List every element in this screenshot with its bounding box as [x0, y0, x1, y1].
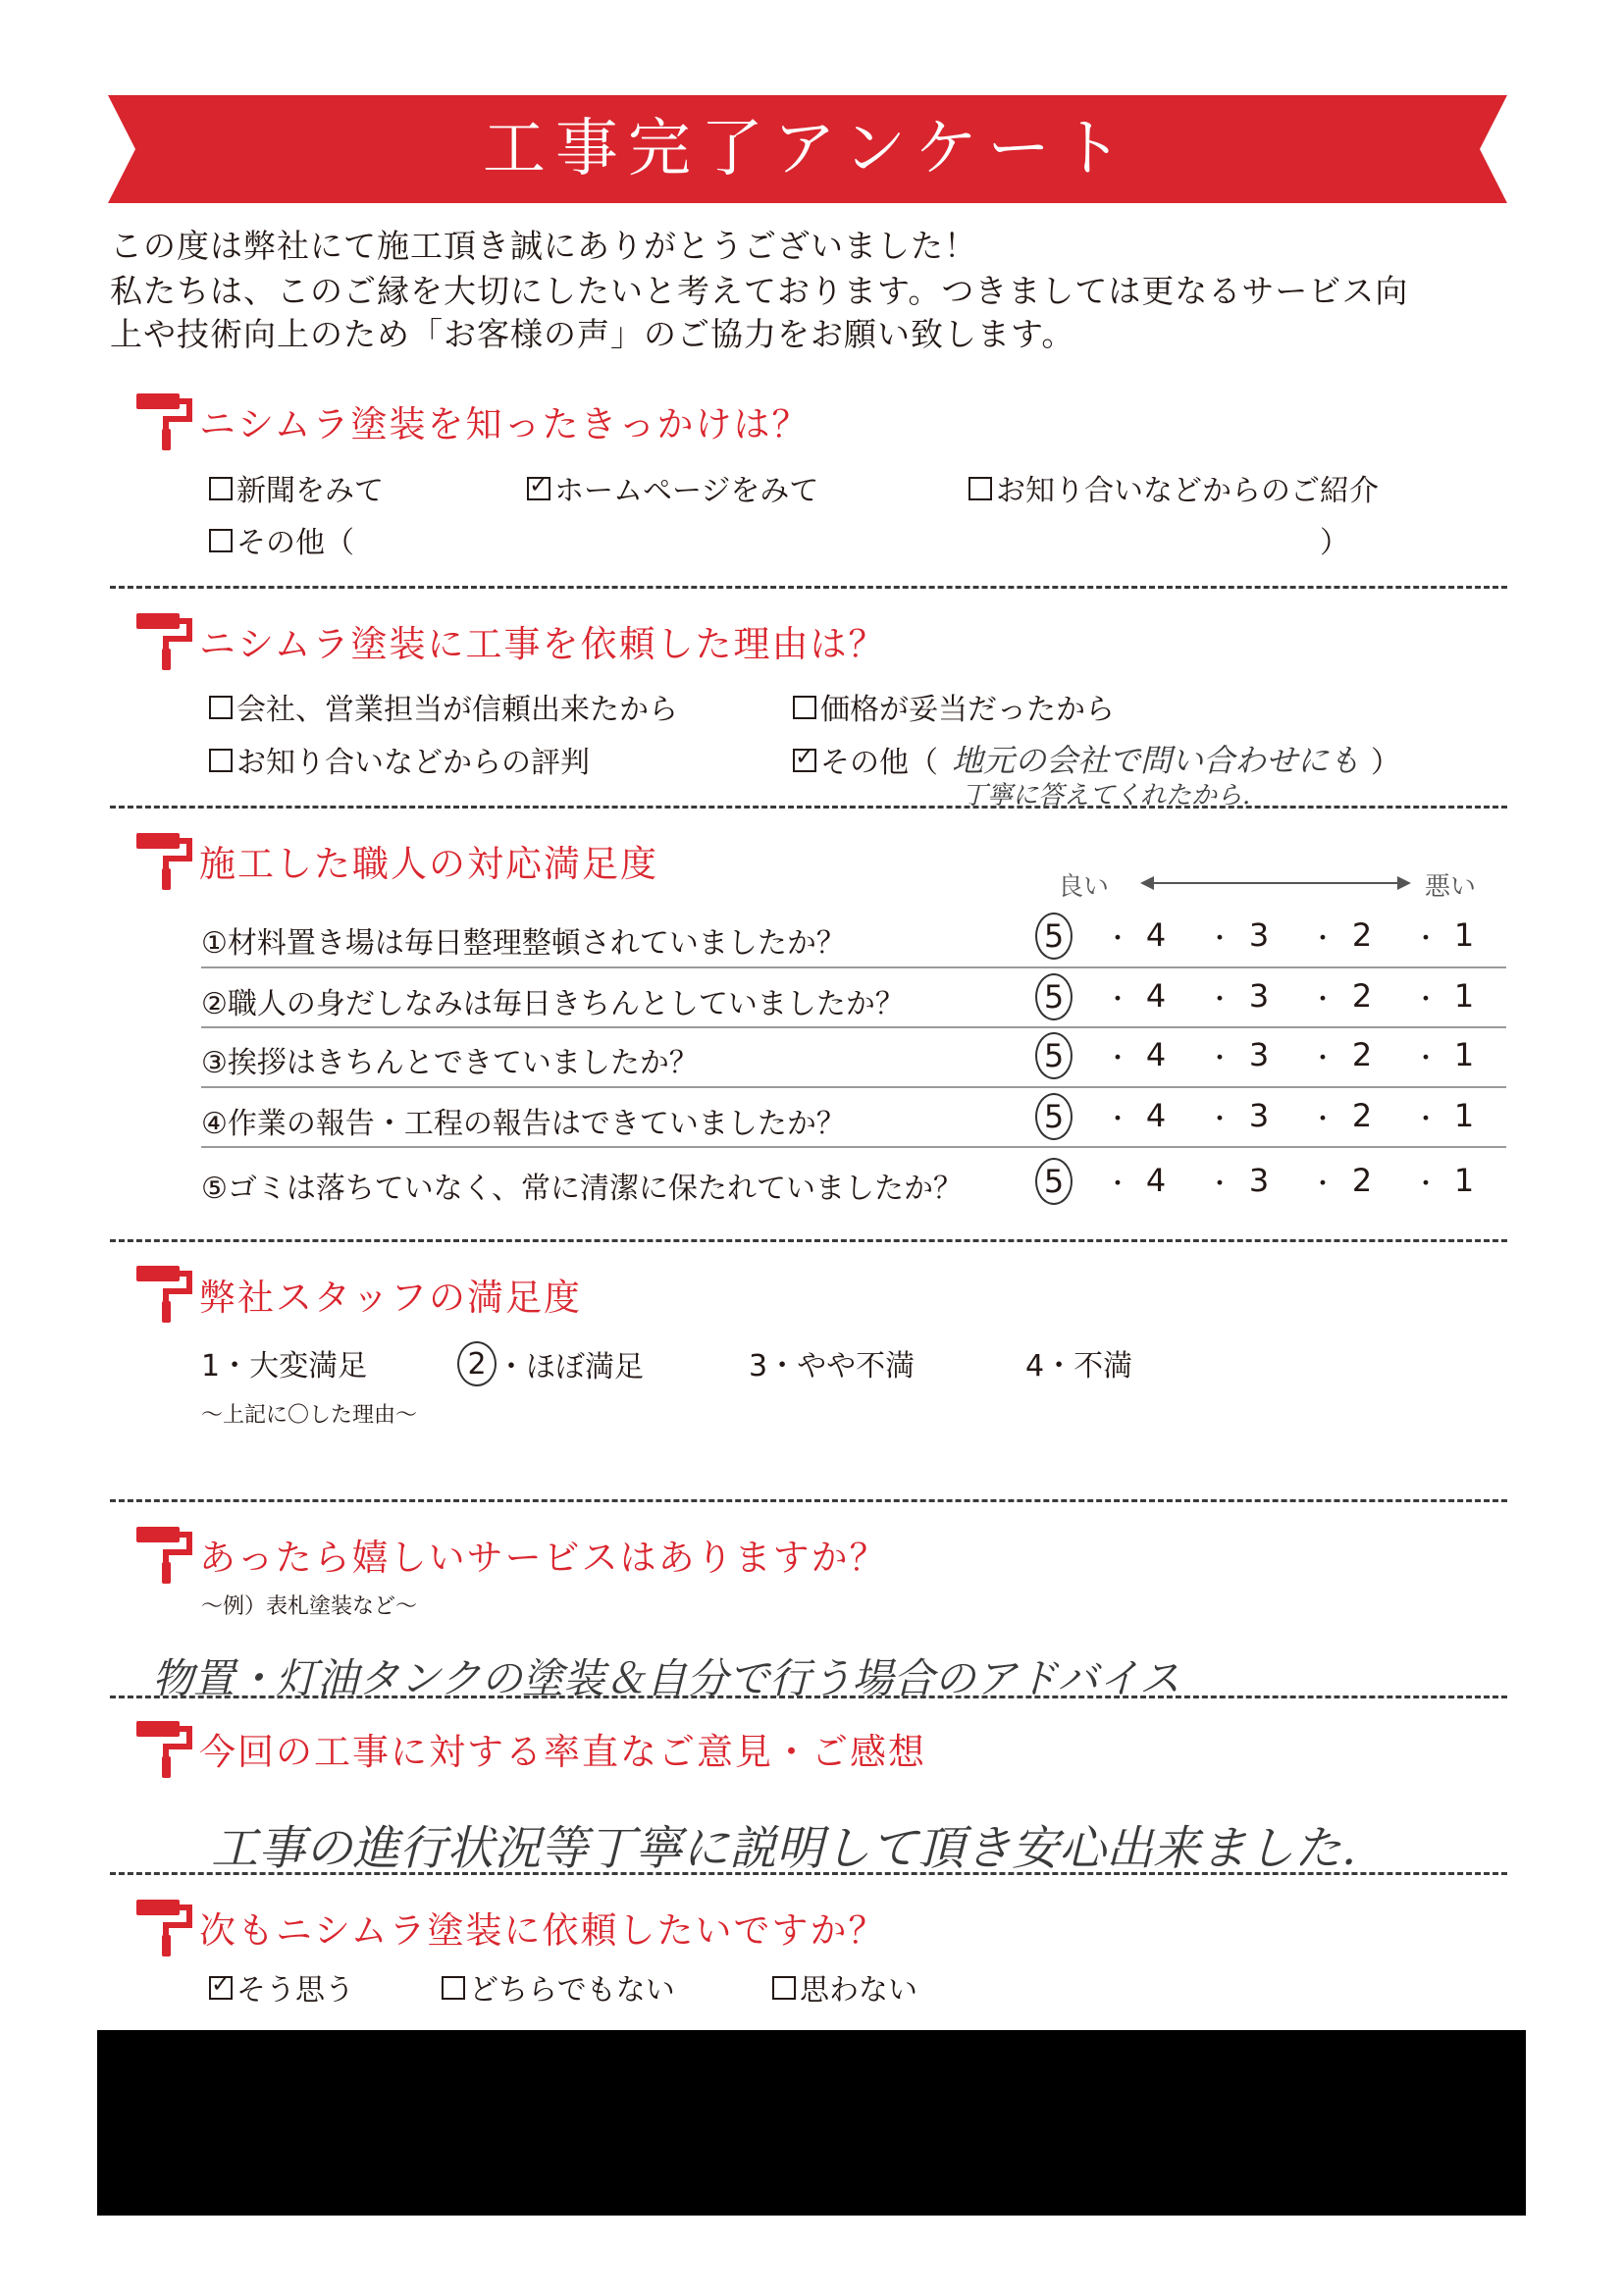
option-very-satisfied[interactable]: 1・大変満足	[201, 1349, 368, 1383]
rating-separator: ・	[1413, 1105, 1440, 1134]
question-1: ①材料置き場は毎日整理整頓されていましたか？	[201, 926, 846, 961]
rating-option[interactable]: 3	[1248, 1162, 1270, 1199]
handwritten-service-answer: 物置・灯油タンクの塗装＆自分で行う場合のアドバイス	[152, 1654, 1180, 1702]
rating-option[interactable]: 1	[1453, 1097, 1475, 1134]
page-title: 工事完了アンケート	[482, 113, 1133, 185]
reason-note: ～上記に〇した理由～	[201, 1403, 418, 1428]
divider	[110, 806, 1507, 809]
rating-separator: ・	[1105, 1170, 1131, 1199]
divider	[110, 1872, 1507, 1875]
rating-separator: ・	[1310, 1044, 1336, 1073]
rating-separator: ・	[1310, 1105, 1336, 1134]
rating-separator: ・	[1413, 1170, 1440, 1199]
rating-option[interactable]: 4	[1145, 1097, 1167, 1134]
section-6-title: 今回の工事に対する率直なご意見・ご感想	[199, 1731, 926, 1773]
rating-separator: ・	[1310, 1170, 1336, 1199]
question-3: ③挨拶はきちんとできていましたか？	[201, 1046, 699, 1080]
rating-separator: ・	[1105, 1044, 1131, 1073]
option-price[interactable]: 価格が妥当だったから	[793, 685, 1115, 728]
rating-separator: ・	[1207, 1105, 1233, 1134]
checkbox[interactable]	[209, 696, 233, 719]
option-homepage[interactable]: ✓ ホームページをみて	[527, 466, 818, 509]
section-4-title: 弊社スタッフの満足度	[199, 1277, 582, 1319]
rating-option[interactable]: 2	[1351, 1162, 1373, 1199]
rating-separator: ・	[1105, 985, 1131, 1015]
paint-roller-icon	[132, 1896, 195, 1958]
checkbox[interactable]	[209, 477, 233, 500]
paint-roller-icon	[132, 829, 195, 892]
divider	[110, 1696, 1507, 1698]
paint-roller-icon	[132, 390, 195, 452]
rating-separator: ・	[1207, 985, 1233, 1015]
row-divider	[201, 1086, 1506, 1088]
option-other-close: ）	[1371, 746, 1400, 780]
option-reputation[interactable]: お知り合いなどからの評判	[209, 738, 590, 781]
option-other[interactable]: ✓ その他（	[793, 738, 938, 781]
intro-line-3: 上や技術向上のため「お客様の声」のご協力をお願い致します。	[110, 315, 1075, 353]
rating-option[interactable]: 2	[1351, 1097, 1373, 1134]
divider	[110, 1239, 1507, 1242]
rating-option[interactable]: 2	[1351, 977, 1373, 1015]
paint-roller-icon	[132, 1717, 195, 1780]
rating-option[interactable]: 1	[1453, 1162, 1475, 1199]
rating-option[interactable]: 4	[1145, 916, 1167, 954]
scale-bad-label: 悪い	[1425, 872, 1477, 902]
divider	[110, 586, 1507, 589]
intro-line-2: 私たちは、このご縁を大切にしたいと考えております。つきましては更なるサービス向	[110, 272, 1409, 310]
paint-roller-icon	[132, 1262, 195, 1325]
rating-selected[interactable]: 5	[1035, 913, 1073, 960]
row-divider	[201, 1146, 1506, 1148]
rating-separator: ・	[1413, 1044, 1440, 1073]
row-divider	[201, 1026, 1506, 1028]
rating-option[interactable]: 4	[1145, 977, 1167, 1015]
option-somewhat-dissatisfied[interactable]: 3・やや不満	[749, 1349, 916, 1383]
rating-option[interactable]: 1	[1453, 916, 1475, 954]
row-divider	[201, 966, 1506, 968]
section-5-title: あったら嬉しいサービスはありますか？	[199, 1537, 888, 1579]
option-newspaper[interactable]: 新聞をみて	[209, 466, 384, 509]
option-dissatisfied[interactable]: 4・不満	[1025, 1349, 1133, 1383]
rating-separator: ・	[1413, 985, 1440, 1015]
rating-separator: ・	[1207, 924, 1233, 954]
checkbox[interactable]	[209, 749, 233, 772]
rating-separator: ・	[1413, 924, 1440, 954]
option-trust[interactable]: 会社、営業担当が信頼出来たから	[209, 685, 678, 728]
selected-circle: 2	[457, 1341, 497, 1386]
rating-separator: ・	[1207, 1170, 1233, 1199]
section-2-title: ニシムラ塗装に工事を依頼した理由は？	[199, 623, 887, 665]
handwritten-other-line-2: 丁寧に答えてくれたから.	[962, 781, 1251, 810]
option-other[interactable]: その他（	[209, 518, 354, 561]
paint-roller-icon	[132, 609, 195, 672]
rating-separator: ・	[1105, 924, 1131, 954]
handwritten-other-line-1: 地元の会社で問い合わせにも	[952, 742, 1361, 779]
section-3-title: 施工した職人の対応満足度	[199, 843, 658, 885]
paint-roller-icon	[132, 1523, 195, 1586]
option-other-close: ）	[1320, 526, 1349, 560]
checkbox[interactable]	[969, 477, 992, 500]
divider	[110, 1499, 1507, 1502]
rating-separator: ・	[1310, 924, 1336, 954]
redacted-area	[97, 2030, 1526, 2216]
option-referral[interactable]: お知り合いなどからのご紹介	[969, 466, 1379, 509]
question-2: ②職人の身だしなみは毎日きちんとしていましたか？	[201, 987, 905, 1021]
checkbox[interactable]	[209, 529, 233, 552]
rating-separator: ・	[1207, 1044, 1233, 1073]
rating-separator: ・	[1105, 1105, 1131, 1134]
scale-arrow-icon	[1138, 871, 1413, 895]
checkbox-checked[interactable]	[793, 749, 816, 772]
rating-option[interactable]: 2	[1351, 1036, 1373, 1073]
question-4: ④作業の報告・工程の報告はできていましたか？	[201, 1107, 846, 1141]
rating-option[interactable]: 1	[1453, 1036, 1475, 1073]
checkbox[interactable]	[442, 1976, 465, 2000]
rating-option[interactable]: 3	[1248, 1036, 1270, 1073]
checkbox[interactable]	[772, 1976, 796, 2000]
rating-selected[interactable]: 5	[1035, 1093, 1073, 1140]
rating-option[interactable]: 3	[1248, 1097, 1270, 1134]
rating-selected[interactable]: 5	[1035, 1158, 1073, 1205]
section-7-title: 次もニシムラ塗装に依頼したいですか？	[199, 1909, 887, 1952]
rating-selected[interactable]: 5	[1035, 973, 1073, 1020]
rating-option[interactable]: 1	[1453, 977, 1475, 1015]
section-1-title: ニシムラ塗装を知ったきっかけは？	[199, 403, 811, 445]
checkbox-checked[interactable]	[209, 1976, 233, 2000]
rating-option[interactable]: 4	[1145, 1036, 1167, 1073]
intro-line-1: この度は弊社にて施工頂き誠にありがとうございました！	[110, 227, 977, 265]
question-5: ⑤ゴミは落ちていなく、常に清潔に保たれていましたか？	[201, 1172, 963, 1206]
option-mostly-satisfied[interactable]: 2 ・ほぼ満足	[457, 1341, 644, 1386]
rating-option[interactable]: 4	[1145, 1162, 1167, 1199]
rating-option[interactable]: 3	[1248, 916, 1270, 954]
option-disagree[interactable]: 思わない	[772, 1965, 917, 2009]
checkbox-checked[interactable]	[527, 477, 550, 500]
rating-option[interactable]: 2	[1351, 916, 1373, 954]
scale-good-label: 良い	[1058, 872, 1110, 902]
checkbox[interactable]	[793, 696, 816, 719]
rating-option[interactable]: 3	[1248, 977, 1270, 1015]
handwritten-comment-answer: 工事の進行状況等丁寧に説明して頂き安心出来ました.	[211, 1821, 1357, 1876]
option-neutral[interactable]: どちらでもない	[442, 1965, 675, 2009]
rating-selected[interactable]: 5	[1035, 1032, 1073, 1079]
rating-separator: ・	[1310, 985, 1336, 1015]
example-note: ～例）表札塗装など～	[201, 1594, 418, 1619]
option-agree[interactable]: ✓ そう思う	[209, 1965, 354, 2009]
